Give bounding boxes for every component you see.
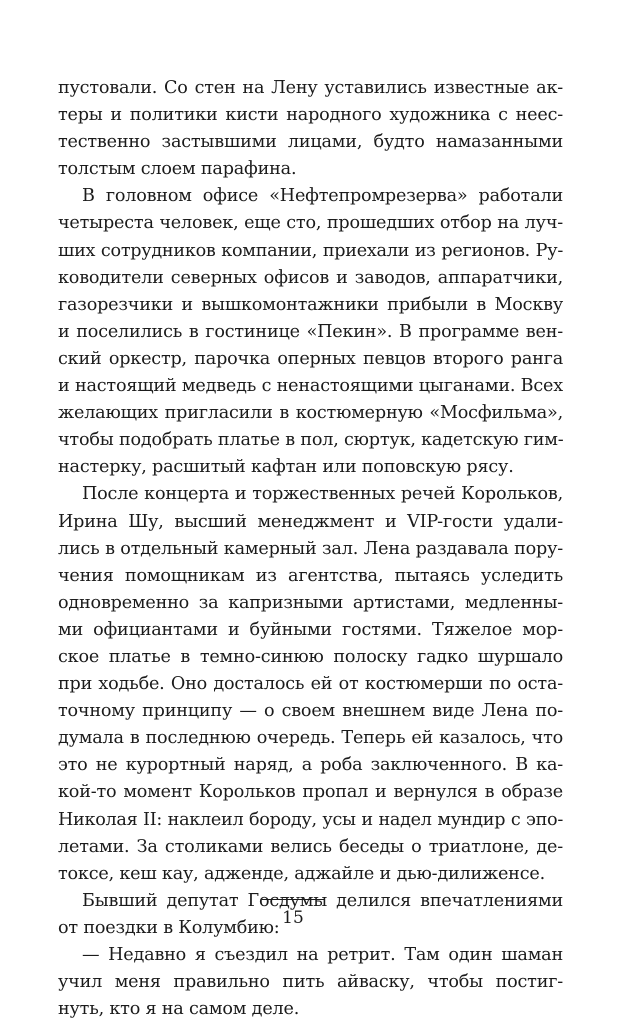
- text-line: После концерта и торжественных речей Корольков,: [82, 484, 563, 505]
- text-line: нуть, кто я на самом деле.: [58, 999, 300, 1020]
- text-line: Бывший депутат Госдумы делился впечатлениями: [82, 890, 563, 911]
- text-line: точному принципу — о своем внешнем виде Лена по-: [58, 701, 563, 722]
- text-line: и поселились в гостинице «Пекин». В программе вен-: [58, 321, 563, 342]
- text-line: — Недавно я съездил на ретрит. Там один шаман: [82, 945, 563, 965]
- text-line: чения помощникам из агентства, пытаясь уследить: [58, 565, 563, 586]
- paragraph: [58, 183, 563, 481]
- text-line: теры и политики кисти народного художника с неес-: [58, 105, 563, 126]
- text-line: токсе, кеш кау, адженде, аджайле и дью-дилиженсе.: [58, 863, 545, 884]
- text-line: лись в отдельный камерный зал. Лена раздавала пору-: [58, 538, 563, 559]
- text-line: желающих пригласили в костюмерную «Мосфильма»,: [58, 403, 563, 424]
- text-line: газорезчики и вышкомонтажники прибыли в Москву: [58, 294, 563, 315]
- text-line: кой-то момент Корольков пропал и вернулся в образе: [58, 782, 563, 803]
- footer-rule: [262, 899, 324, 900]
- text-line: при ходьбе. Оно досталось ей от костюмерши по оста-: [58, 674, 563, 695]
- text-line: ми официантами и буйными гостями. Тяжелое мор-: [58, 619, 563, 640]
- text-line: ководители северных офисов и заводов, аппаратчики,: [58, 267, 563, 288]
- text-line: четыреста человек, еще сто, прошедших отбор на луч-: [58, 213, 563, 234]
- text-line: одновременно за капризными артистами, медленны-: [58, 592, 563, 613]
- text-line: чтобы подобрать платье в пол, сюртук, кадетскую гим-: [58, 430, 564, 451]
- page-number: 15: [282, 908, 304, 928]
- text-line: настерку, расшитый кафтан или поповскую рясу.: [58, 457, 514, 478]
- text-line: ское платье в темно-синюю полоску гадко шуршало: [58, 646, 563, 667]
- text-line: это не курортный наряд, а роба заключенного. В ка-: [58, 755, 563, 776]
- text-line: летами. За столиками велись беседы о триатлоне, де-: [58, 836, 563, 857]
- text-line: учил меня правильно пить айваску, чтобы постиг-: [58, 972, 563, 993]
- body-text: [58, 75, 563, 1023]
- text-line: ский оркестр, парочка оперных певцов второго ранга: [58, 348, 563, 369]
- paragraph: [58, 942, 563, 1023]
- text-line: пустовали. Со стен на Лену уставились известные ак-: [58, 78, 563, 98]
- paragraph: [58, 75, 563, 183]
- text-line: толстым слоем парафина.: [58, 159, 297, 180]
- text-line: ших сотрудников компании, приехали из регионов. Ру-: [58, 240, 563, 261]
- text-line: и настоящий медведь с ненастоящими цыганами. Всех: [58, 376, 563, 397]
- text-line: Николая II: наклеил бороду, усы и надел мундир с эпо-: [58, 809, 563, 830]
- text-line: тественно застывшими лицами, будто намазанными: [58, 132, 563, 153]
- text-line: думала в последнюю очередь. Теперь ей казалось, что: [58, 728, 563, 749]
- text-line: В головном офисе «Нефтепромрезерва» работали: [82, 186, 563, 207]
- paragraph: [58, 481, 563, 887]
- text-line: от поездки в Колумбию:: [58, 917, 280, 938]
- text-line: Ирина Шу, высший менеджмент и VIP-гости удали-: [58, 511, 563, 532]
